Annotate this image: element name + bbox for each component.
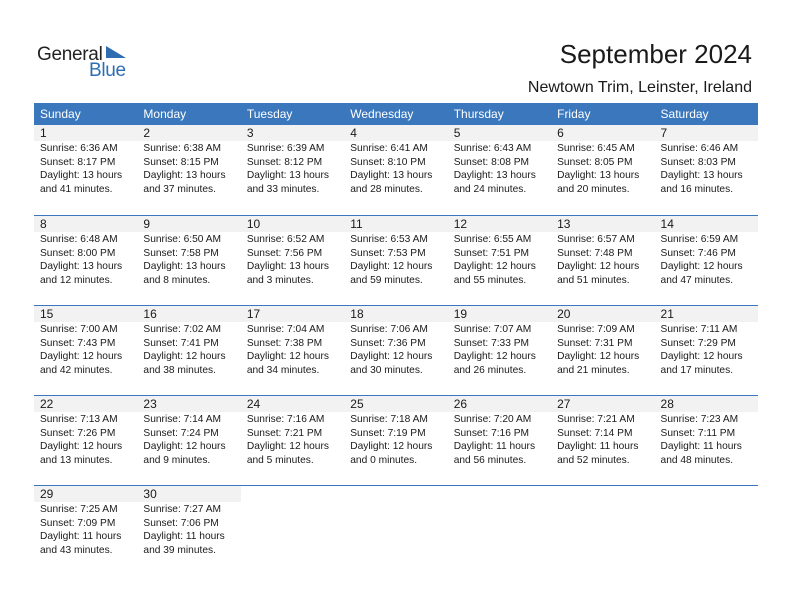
day-cell <box>551 216 654 305</box>
sunrise-time: Sunrise: 7:27 AM <box>143 504 222 515</box>
sunset-time: Sunset: 8:15 PM <box>143 156 219 168</box>
week-row <box>34 305 758 395</box>
day-cell <box>448 396 551 485</box>
daylight-minutes: and 12 minutes. <box>40 274 113 286</box>
day-cell <box>137 125 240 215</box>
day-sun-info <box>551 322 654 377</box>
sunset-time: Sunset: 7:31 PM <box>557 337 633 349</box>
sunrise-time: Sunrise: 7:18 AM <box>350 414 428 425</box>
day-number: 16 <box>137 306 240 322</box>
daylight-hours: Daylight: 12 hours <box>453 261 536 272</box>
day-cell <box>241 396 344 485</box>
daylight-minutes: and 48 minutes. <box>660 454 734 466</box>
day-number: 9 <box>137 216 240 232</box>
day-sun-info <box>137 502 240 557</box>
daylight-hours: Daylight: 13 hours <box>350 170 433 181</box>
daylight-hours: Daylight: 13 hours <box>40 261 123 272</box>
logo-text-blue: Blue <box>89 60 126 81</box>
day-cell <box>344 306 447 395</box>
daylight-hours: Daylight: 13 hours <box>143 170 226 181</box>
day-sun-info <box>655 141 758 196</box>
week-row <box>34 125 758 215</box>
daylight-minutes: and 20 minutes. <box>557 183 630 195</box>
sunrise-time: Sunrise: 7:04 AM <box>246 324 325 335</box>
day-sun-info <box>448 232 551 287</box>
daylight-minutes: and 59 minutes. <box>350 274 423 286</box>
daylight-minutes: and 55 minutes. <box>453 274 527 286</box>
sunset-time: Sunset: 7:11 PM <box>660 427 736 439</box>
day-cell <box>551 396 654 485</box>
empty-day-cell <box>241 486 344 575</box>
daylight-hours: Daylight: 12 hours <box>246 441 329 452</box>
day-number: 2 <box>137 125 240 141</box>
day-sun-info <box>34 502 137 557</box>
sunset-time: Sunset: 7:21 PM <box>246 427 323 439</box>
sunrise-time: Sunrise: 7:21 AM <box>557 414 635 425</box>
daylight-minutes: and 34 minutes. <box>246 364 320 376</box>
daylight-minutes: and 42 minutes. <box>40 364 113 376</box>
daylight-hours: Daylight: 13 hours <box>40 170 123 181</box>
daylight-hours: Daylight: 13 hours <box>246 170 329 181</box>
day-sun-info <box>551 232 654 287</box>
day-sun-info <box>241 412 344 467</box>
sunset-time: Sunset: 7:06 PM <box>143 517 219 529</box>
sunset-time: Sunset: 8:17 PM <box>40 156 116 168</box>
sunset-time: Sunset: 8:05 PM <box>557 156 633 168</box>
day-cell <box>34 396 137 485</box>
daylight-minutes: and 33 minutes. <box>246 183 320 195</box>
daylight-hours: Daylight: 13 hours <box>143 261 226 272</box>
day-number: 22 <box>34 396 137 412</box>
logo-text-general: General <box>37 44 103 65</box>
day-sun-info <box>448 141 551 196</box>
weekday-header-friday: Friday <box>557 107 591 121</box>
sunrise-time: Sunrise: 7:20 AM <box>453 414 532 425</box>
sunset-time: Sunset: 7:56 PM <box>246 247 323 259</box>
daylight-minutes: and 9 minutes. <box>143 454 211 466</box>
day-cell <box>655 396 758 485</box>
sunrise-time: Sunrise: 7:14 AM <box>143 414 222 425</box>
sunset-time: Sunset: 7:48 PM <box>557 247 633 259</box>
day-cell <box>34 306 137 395</box>
daylight-hours: Daylight: 12 hours <box>143 351 226 362</box>
daylight-hours: Daylight: 13 hours <box>246 261 329 272</box>
day-sun-info <box>137 322 240 377</box>
weekday-header-thursday: Thursday <box>453 107 504 121</box>
day-cell <box>34 216 137 305</box>
daylight-hours: Daylight: 12 hours <box>350 261 433 272</box>
day-cell <box>655 216 758 305</box>
sunrise-time: Sunrise: 7:07 AM <box>453 324 532 335</box>
sunset-time: Sunset: 7:58 PM <box>143 247 219 259</box>
daylight-minutes: and 16 minutes. <box>660 183 734 195</box>
daylight-minutes: and 3 minutes. <box>246 274 314 286</box>
daylight-hours: Daylight: 12 hours <box>40 351 123 362</box>
day-sun-info <box>241 232 344 287</box>
day-number: 6 <box>551 125 654 141</box>
day-sun-info <box>448 412 551 467</box>
daylight-minutes: and 17 minutes. <box>660 364 734 376</box>
weekday-header-monday: Monday <box>143 107 187 121</box>
daylight-hours: Daylight: 11 hours <box>557 441 639 452</box>
sunrise-time: Sunrise: 6:57 AM <box>557 234 635 245</box>
day-cell <box>137 486 240 575</box>
daylight-minutes: and 13 minutes. <box>40 454 113 466</box>
empty-day-cell <box>448 486 551 575</box>
daylight-minutes: and 21 minutes. <box>557 364 630 376</box>
sunset-time: Sunset: 7:53 PM <box>350 247 426 259</box>
daylight-minutes: and 38 minutes. <box>143 364 216 376</box>
sunrise-time: Sunrise: 7:06 AM <box>350 324 428 335</box>
day-number: 19 <box>448 306 551 322</box>
sunset-time: Sunset: 8:08 PM <box>453 156 530 168</box>
sunrise-time: Sunrise: 6:43 AM <box>453 143 532 154</box>
day-cell <box>241 306 344 395</box>
sunset-time: Sunset: 8:12 PM <box>246 156 323 168</box>
daylight-hours: Daylight: 12 hours <box>660 351 743 362</box>
day-cell <box>137 396 240 485</box>
daylight-hours: Daylight: 12 hours <box>143 441 226 452</box>
day-cell <box>344 216 447 305</box>
day-sun-info <box>551 141 654 196</box>
sunset-time: Sunset: 8:00 PM <box>40 247 116 259</box>
daylight-minutes: and 8 minutes. <box>143 274 211 286</box>
sunset-time: Sunset: 7:36 PM <box>350 337 426 349</box>
daylight-hours: Daylight: 11 hours <box>660 441 742 452</box>
day-number: 3 <box>241 125 344 141</box>
daylight-minutes: and 51 minutes. <box>557 274 630 286</box>
sunrise-time: Sunrise: 6:41 AM <box>350 143 428 154</box>
day-sun-info <box>34 412 137 467</box>
daylight-minutes: and 43 minutes. <box>40 544 113 556</box>
empty-day-cell <box>344 486 447 575</box>
sunrise-time: Sunrise: 7:25 AM <box>40 504 118 515</box>
daylight-minutes: and 30 minutes. <box>350 364 423 376</box>
daylight-minutes: and 28 minutes. <box>350 183 423 195</box>
daylight-hours: Daylight: 12 hours <box>350 441 433 452</box>
daylight-minutes: and 39 minutes. <box>143 544 216 556</box>
day-number: 18 <box>344 306 447 322</box>
daylight-hours: Daylight: 12 hours <box>453 351 536 362</box>
sunrise-time: Sunrise: 7:11 AM <box>660 324 738 335</box>
day-sun-info <box>655 412 758 467</box>
day-cell <box>448 216 551 305</box>
sunset-time: Sunset: 7:46 PM <box>660 247 736 259</box>
sunset-time: Sunset: 7:29 PM <box>660 337 736 349</box>
day-number: 23 <box>137 396 240 412</box>
weekday-header-sunday: Sunday <box>40 107 81 121</box>
daylight-minutes: and 0 minutes. <box>350 454 418 466</box>
day-number: 11 <box>344 216 447 232</box>
day-number: 15 <box>34 306 137 322</box>
weekday-header-saturday: Saturday <box>660 107 709 121</box>
daylight-minutes: and 24 minutes. <box>453 183 527 195</box>
sunrise-time: Sunrise: 7:16 AM <box>246 414 325 425</box>
day-number: 26 <box>448 396 551 412</box>
day-cell <box>241 125 344 215</box>
sunset-time: Sunset: 7:38 PM <box>246 337 323 349</box>
day-number: 20 <box>551 306 654 322</box>
day-number: 25 <box>344 396 447 412</box>
daylight-hours: Daylight: 12 hours <box>40 441 123 452</box>
day-cell <box>448 125 551 215</box>
sunrise-time: Sunrise: 7:13 AM <box>40 414 118 425</box>
day-number: 12 <box>448 216 551 232</box>
daylight-hours: Daylight: 11 hours <box>143 531 225 542</box>
day-sun-info <box>137 412 240 467</box>
daylight-minutes: and 41 minutes. <box>40 183 113 195</box>
sunset-time: Sunset: 7:33 PM <box>453 337 530 349</box>
day-cell <box>551 125 654 215</box>
day-sun-info <box>241 141 344 196</box>
calendar-grid <box>34 103 758 575</box>
sunrise-time: Sunrise: 6:38 AM <box>143 143 222 154</box>
location-subtitle: Newtown Trim, Leinster, Ireland <box>527 79 752 96</box>
empty-day-cell <box>551 486 654 575</box>
day-cell <box>34 125 137 215</box>
daylight-hours: Daylight: 13 hours <box>557 170 640 181</box>
daylight-hours: Daylight: 12 hours <box>557 261 640 272</box>
day-cell <box>34 486 137 575</box>
daylight-minutes: and 56 minutes. <box>453 454 527 466</box>
sunrise-time: Sunrise: 6:50 AM <box>143 234 222 245</box>
sunrise-time: Sunrise: 6:53 AM <box>350 234 428 245</box>
day-number: 29 <box>34 486 137 502</box>
sunrise-time: Sunrise: 6:55 AM <box>453 234 532 245</box>
daylight-minutes: and 52 minutes. <box>557 454 630 466</box>
day-number: 14 <box>655 216 758 232</box>
day-sun-info <box>137 141 240 196</box>
day-number: 7 <box>655 125 758 141</box>
daylight-minutes: and 37 minutes. <box>143 183 216 195</box>
day-cell <box>137 216 240 305</box>
sunset-time: Sunset: 8:03 PM <box>660 156 736 168</box>
daylight-hours: Daylight: 13 hours <box>660 170 743 181</box>
day-sun-info <box>344 412 447 467</box>
daylight-minutes: and 47 minutes. <box>660 274 734 286</box>
day-number: 4 <box>344 125 447 141</box>
daylight-hours: Daylight: 13 hours <box>453 170 536 181</box>
sunrise-time: Sunrise: 6:39 AM <box>246 143 325 154</box>
sunrise-time: Sunrise: 6:59 AM <box>660 234 739 245</box>
day-sun-info <box>655 232 758 287</box>
sunrise-time: Sunrise: 7:09 AM <box>557 324 635 335</box>
day-number: 10 <box>241 216 344 232</box>
day-cell <box>448 306 551 395</box>
day-sun-info <box>344 232 447 287</box>
day-number: 24 <box>241 396 344 412</box>
day-number: 17 <box>241 306 344 322</box>
day-cell <box>551 306 654 395</box>
week-row <box>34 215 758 305</box>
day-sun-info <box>448 322 551 377</box>
sunrise-time: Sunrise: 6:36 AM <box>40 143 118 154</box>
day-number: 5 <box>448 125 551 141</box>
day-number: 21 <box>655 306 758 322</box>
sunrise-time: Sunrise: 7:23 AM <box>660 414 739 425</box>
day-number: 8 <box>34 216 137 232</box>
sunset-time: Sunset: 7:41 PM <box>143 337 219 349</box>
day-cell <box>655 125 758 215</box>
day-sun-info <box>344 141 447 196</box>
day-sun-info <box>551 412 654 467</box>
day-number: 13 <box>551 216 654 232</box>
daylight-hours: Daylight: 11 hours <box>40 531 122 542</box>
page-title: September 2024 <box>559 39 752 69</box>
daylight-hours: Daylight: 12 hours <box>350 351 433 362</box>
calendar-weeks <box>34 125 758 575</box>
day-cell <box>344 396 447 485</box>
day-cell <box>241 216 344 305</box>
daylight-hours: Daylight: 11 hours <box>453 441 536 452</box>
day-sun-info <box>655 322 758 377</box>
weekday-header-tuesday: Tuesday <box>246 107 293 121</box>
sunset-time: Sunset: 7:43 PM <box>40 337 116 349</box>
daylight-hours: Daylight: 12 hours <box>557 351 640 362</box>
weekday-header-row <box>34 103 758 125</box>
sunset-time: Sunset: 7:19 PM <box>350 427 426 439</box>
sunrise-time: Sunrise: 7:00 AM <box>40 324 118 335</box>
day-number: 27 <box>551 396 654 412</box>
sunset-time: Sunset: 7:14 PM <box>557 427 633 439</box>
day-number: 30 <box>137 486 240 502</box>
sunset-time: Sunset: 7:09 PM <box>40 517 116 529</box>
sunset-time: Sunset: 8:10 PM <box>350 156 426 168</box>
day-sun-info <box>241 322 344 377</box>
week-row <box>34 485 758 575</box>
sunset-time: Sunset: 7:24 PM <box>143 427 219 439</box>
daylight-hours: Daylight: 12 hours <box>660 261 743 272</box>
day-sun-info <box>34 141 137 196</box>
sunrise-time: Sunrise: 6:52 AM <box>246 234 325 245</box>
day-cell <box>344 125 447 215</box>
day-cell <box>655 306 758 395</box>
day-sun-info <box>137 232 240 287</box>
sunrise-time: Sunrise: 6:48 AM <box>40 234 118 245</box>
sunrise-time: Sunrise: 6:45 AM <box>557 143 635 154</box>
weekday-header-wednesday: Wednesday <box>350 107 414 121</box>
general-blue-logo <box>37 44 137 80</box>
day-sun-info <box>344 322 447 377</box>
sunset-time: Sunset: 7:51 PM <box>453 247 530 259</box>
day-cell <box>137 306 240 395</box>
day-number: 28 <box>655 396 758 412</box>
daylight-hours: Daylight: 12 hours <box>246 351 329 362</box>
sunrise-time: Sunrise: 7:02 AM <box>143 324 222 335</box>
week-row <box>34 395 758 485</box>
daylight-minutes: and 5 minutes. <box>246 454 314 466</box>
sunrise-time: Sunrise: 6:46 AM <box>660 143 739 154</box>
sunset-time: Sunset: 7:16 PM <box>453 427 530 439</box>
day-sun-info <box>34 232 137 287</box>
day-sun-info <box>34 322 137 377</box>
empty-day-cell <box>655 486 758 575</box>
sunset-time: Sunset: 7:26 PM <box>40 427 116 439</box>
day-number: 1 <box>34 125 137 141</box>
daylight-minutes: and 26 minutes. <box>453 364 527 376</box>
